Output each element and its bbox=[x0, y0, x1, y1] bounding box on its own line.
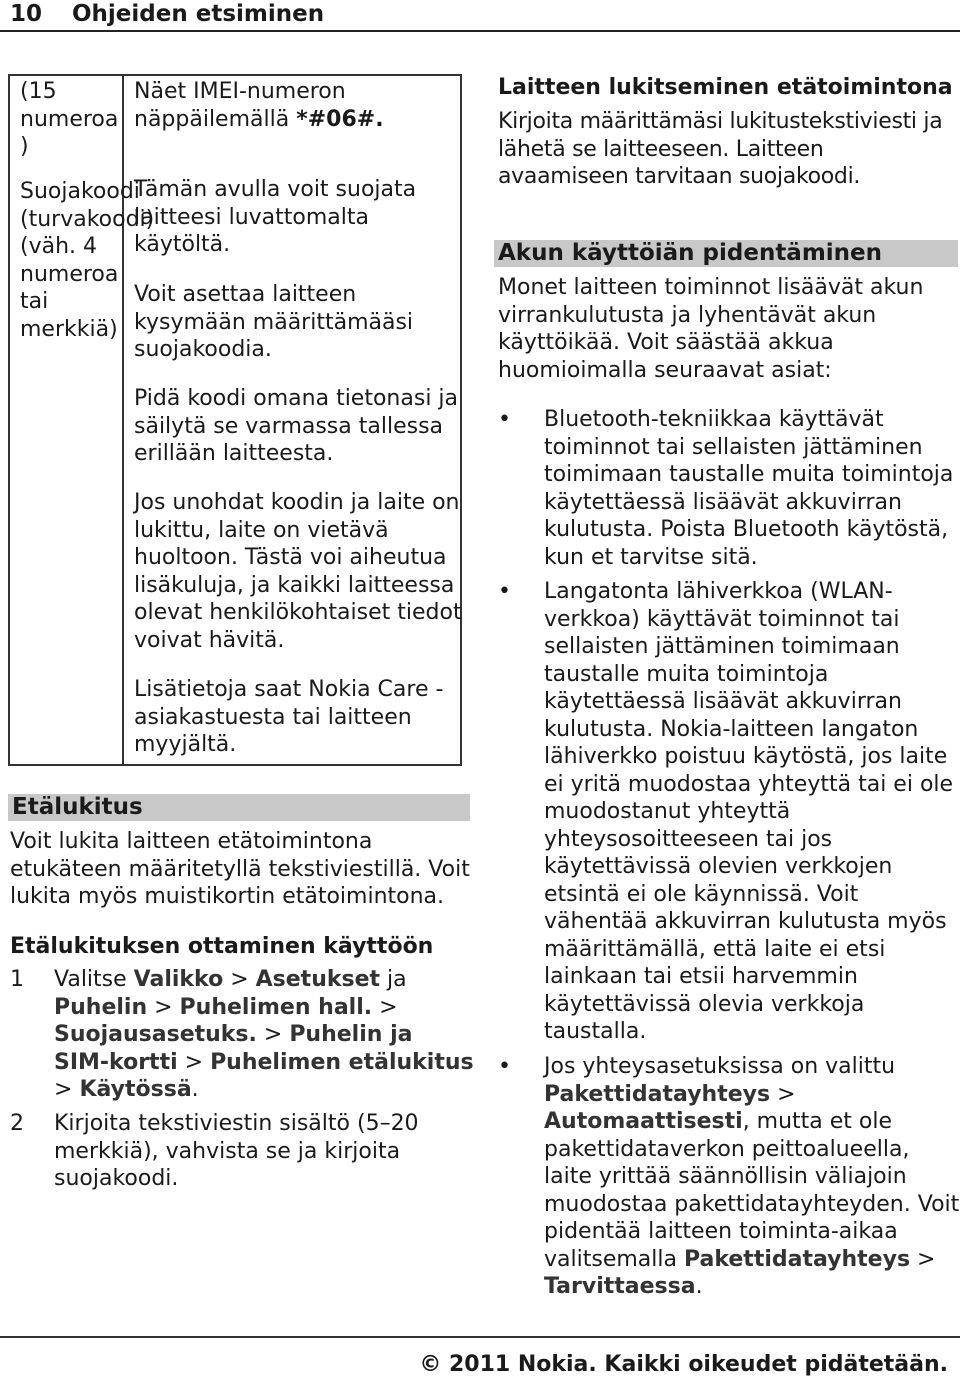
menu-path-item: Suojausasetuks. bbox=[54, 1022, 257, 1047]
menu-path-item: Valikko bbox=[133, 967, 224, 992]
bullet-icon: • bbox=[498, 407, 511, 432]
remote-lock-heading: Etälukitus bbox=[8, 794, 470, 821]
imei-description: Näet IMEI-numeron näppäilemällä *#06#. bbox=[134, 79, 384, 132]
menu-path-item: Puhelin ja SIM-kortti bbox=[54, 1022, 413, 1075]
menu-path-item: Käytössä bbox=[79, 1077, 192, 1102]
security-code-text-2: Voit asettaa laitteen kysymään määrittämääsi suojakoodia. bbox=[134, 282, 414, 362]
footer-divider bbox=[0, 1336, 960, 1338]
step-text: Valitse Valikko > Asetukset ja Puhelin > Puhelimen hall. > Suojausasetuks. > Puhelin ja SIM-kortti > Puhelimen etälukitus > Käytössä. bbox=[54, 967, 474, 1102]
menu-path-item: Automaattisesti bbox=[544, 1109, 743, 1134]
bullet-text: Langatonta lähiverkkoa (WLAN-verkkoa) käyttävät toiminnot tai sellaisten jättäminen toimimaan taustalle muita toimintoja käytettäessä lisäävät akkuvirran kulutusta. Nokia-laitteen langaton lähiverkko poistuu käytöstä, jos laite ei yritä muodostaa yhteyttä tai ei ole muodostanut yhteyttä yhteysosoitteeseen tai jos käytettävissä olevien verkkojen etsintä ei ole käynnissä. Voit vähentää akkuvirran kulutusta myös määrittämällä, että laite ei etsi lainkaan tai etsii harvemmin käytettävissä olevia verkkoja taustalla. bbox=[544, 579, 954, 1044]
chapter-title: Ohjeiden etsiminen bbox=[72, 1, 325, 27]
page-number: 10 bbox=[10, 1, 43, 27]
security-code-text-1: Tämän avulla voit suojata laitteesi luvattomalta käytöltä. bbox=[134, 177, 417, 257]
step-number: 2 bbox=[10, 1111, 24, 1136]
menu-path-item: Puhelimen hall. bbox=[179, 994, 373, 1020]
step-number: 1 bbox=[10, 967, 24, 992]
remote-lock-subheading: Etälukituksen ottaminen käyttöön bbox=[10, 934, 434, 959]
menu-path-item: Tarvittaessa bbox=[544, 1274, 696, 1299]
remote-lock-intro: Voit lukita laitteen etätoimintona etukäteen määritetyllä tekstiviestillä. Voit lukita myös muistikortin etätoimintona. bbox=[10, 829, 470, 909]
security-code-text-3: Pidä koodi omana tietonasi ja säilytä se varmassa tallessa erillään laitteesta. bbox=[134, 386, 459, 466]
security-code-text-5: Lisätietoja saat Nokia Care -asiakastuesta tai laitteen myyjältä. bbox=[134, 677, 444, 757]
security-code-text-4: Jos unohdat koodin ja laite on lukittu, laite on vietävä huoltoon. Tästä voi aiheutua lisäkuluja, ja kaikki laitteessa olevat henkilökohtaiset tiedot voivat hävitä. bbox=[134, 490, 462, 653]
lock-device-heading: Laitteen lukitseminen etätoimintona bbox=[498, 75, 953, 100]
imei-label: (15 numeroa ) bbox=[20, 79, 119, 159]
imei-code: *#06#. bbox=[296, 106, 384, 132]
menu-path-item: Pakettidatayhteys bbox=[683, 1246, 911, 1272]
battery-heading: Akun käyttöiän pidentäminen bbox=[494, 240, 958, 267]
copyright: © 2011 Nokia. Kaikki oikeudet pidätetään. bbox=[419, 1352, 948, 1377]
page-header bbox=[0, 0, 960, 32]
menu-path-item: Pakettidatayhteys bbox=[544, 1081, 771, 1107]
battery-intro: Monet laitteen toiminnot lisäävät akun virrankulutusta ja lyhentävät akun käyttöikää. Voit säästää akkua huomioimalla seuraavat asiat: bbox=[498, 275, 924, 383]
menu-path-item: Asetukset bbox=[255, 967, 381, 992]
step-text: Kirjoita tekstiviestin sisältö (5–20 merkkiä), vahvista se ja kirjoita suojakoodi. bbox=[54, 1111, 419, 1191]
bullet-icon: • bbox=[498, 579, 511, 604]
bullet-text: Jos yhteysasetuksissa on valittu Pakettidatayhteys > Automaattisesti, mutta et ole pakettidataverkon peittoalueella, laite yrittää säännöllisin väliajoin muodostaa pakettidatayhteyden. Voit pidentää laitteen toiminta-aikaa valitsemalla Pakettidatayhteys > Tarvittaessa. bbox=[544, 1054, 960, 1299]
menu-path-item: Puhelin bbox=[54, 994, 148, 1020]
lock-device-text: Kirjoita määrittämäsi lukitustekstiviesti ja lähetä se laitteeseen. Laitteen avaamiseen tarvitaan suojakoodi. bbox=[498, 109, 943, 189]
bullet-text: Bluetooth-tekniikkaa käyttävät toiminnot tai sellaisten jättäminen toimimaan taustalle muita toimintoja käytettäessä lisäävät akkuvirran kulutusta. Poista Bluetooth käytöstä, kun et tarvitse sitä. bbox=[544, 407, 954, 570]
security-code-label: Suojakoodi (turvakoodi) (väh. 4 numeroa tai merkkiä) bbox=[20, 179, 155, 342]
code-table bbox=[8, 74, 462, 766]
menu-path-item: Puhelimen etälukitus bbox=[210, 1049, 474, 1075]
bullet-icon: • bbox=[498, 1054, 511, 1079]
